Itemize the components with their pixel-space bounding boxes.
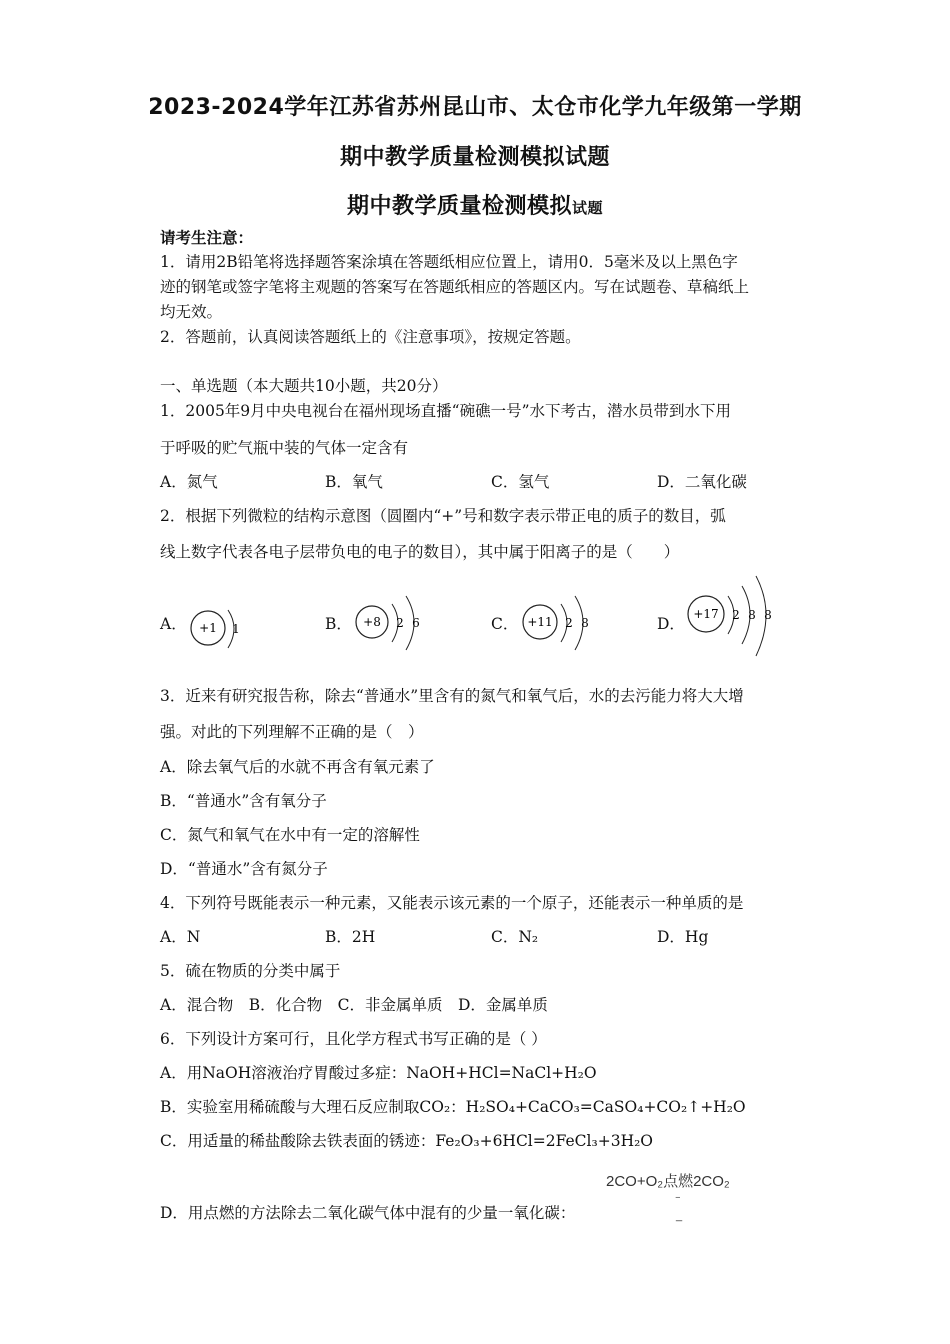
q2-label-b: B． <box>325 615 352 633</box>
atom-diagram-a <box>188 598 248 658</box>
atom-c-shell-1: 2 <box>565 616 573 630</box>
q6-stem: 6．下列设计方案可行，且化学方程式书写正确的是（ ） <box>160 1030 547 1048</box>
q6-option-b: B．实验室用稀硫酸与大理石反应制取CO₂：H₂SO₄+CaCO₃=CaSO₄+CO₂↑+H₂O <box>160 1098 746 1116</box>
title-line-3-main: 期中教学质量检测模拟 <box>346 194 572 219</box>
atom-d-shell-2: 8 <box>748 608 756 622</box>
title-line-1: 2023-2024学年江苏省苏州昆山市、太仓市化学九年级第一学期 <box>148 95 802 120</box>
q6-equation-mark: ‾ <box>676 1197 680 1209</box>
q6-option-a: A．用NaOH溶液治疗胃酸过多症：NaOH+HCl=NaCl+H₂O <box>160 1064 597 1082</box>
atom-c-nucleus: +11 <box>527 615 553 629</box>
q3-option-d: D．“普通水”含有氮分子 <box>160 860 328 878</box>
atom-b-nucleus: +8 <box>363 615 381 629</box>
title-line-3 <box>0 189 950 220</box>
q6-option-d-equation: 2CO+O₂点燃2CO₂ <box>606 1173 730 1190</box>
atom-a-shell-1: 1 <box>232 622 240 636</box>
q3-stem-b: 强。对此的下列理解不正确的是（ ） <box>160 723 424 741</box>
atom-d-shell-3: 8 <box>764 608 772 622</box>
atom-a-nucleus: +1 <box>199 621 217 635</box>
q2-stem-b: 线上数字代表各电子层带负电的电子的数目），其中属于阳离子的是（ ） <box>160 543 680 561</box>
section-1-heading: 一、单选题（本大题共10小题，共20分） <box>160 377 448 395</box>
q2-label-d: D． <box>657 615 685 633</box>
notice-item-1a: 1．请用2B铅笔将选择题答案涂填在答题纸相应位置上，请用0．5毫米及以上黑色字 <box>160 253 738 271</box>
q4-option-d: D．Hg <box>657 928 709 946</box>
atom-diagram-c <box>518 590 598 658</box>
q6-equation-mark-2: _ <box>676 1210 683 1222</box>
q4-stem: 4．下列符号既能表示一种元素，又能表示该元素的一个原子，还能表示一种单质的是 <box>160 894 744 912</box>
atom-d-shell-1: 2 <box>732 608 740 622</box>
atom-b-shell-2: 6 <box>412 616 420 630</box>
q1-stem-b: 于呼吸的贮气瓶中装的气体一定含有 <box>160 439 409 457</box>
atom-d-nucleus: +17 <box>693 607 719 621</box>
notice-item-1b: 迹的钢笔或签字笔将主观题的答案写在答题纸相应的答题区内。写在试题卷、草稿纸上 <box>160 278 750 296</box>
q5-stem: 5．硫在物质的分类中属于 <box>160 962 341 980</box>
notice-item-2: 2．答题前，认真阅读答题纸上的《注意事项》，按规定答题。 <box>160 328 581 346</box>
q6-option-c: C．用适量的稀盐酸除去铁表面的锈迹：Fe₂O₃+6HCl=2FeCl₃+3H₂O <box>160 1132 654 1150</box>
q3-option-b: B．“普通水”含有氧分子 <box>160 792 327 810</box>
q3-option-a: A．除去氧气后的水就不再含有氧元素了 <box>160 758 435 776</box>
atom-c-shell-2: 8 <box>581 616 589 630</box>
title-line-3-small: 试题 <box>572 199 604 217</box>
q6-option-d: D．用点燃的方法除去二氧化碳气体中混有的少量一氧化碳： <box>160 1204 576 1222</box>
atom-diagram-d <box>684 574 784 660</box>
q5-options: A．混合物 B．化合物 C．非金属单质 D．金属单质 <box>160 996 548 1014</box>
q1-option-b: B．氧气 <box>325 473 383 491</box>
q1-option-c: C．氢气 <box>491 473 550 491</box>
q4-option-b: B．2H <box>325 928 376 946</box>
q3-stem-a: 3．近来有研究报告称，除去“普通水”里含有的氮气和氧气后，水的去污能力将大大增 <box>160 687 744 705</box>
q2-label-c: C． <box>491 615 519 633</box>
q4-option-a: A．N <box>160 928 201 946</box>
q1-option-d: D．二氧化碳 <box>657 473 747 491</box>
title-line-2: 期中教学质量检测模拟试题 <box>339 145 610 170</box>
q1-stem-a: 1．2005年9月中央电视台在福州现场直播“碗礁一号”水下考古，潜水员带到水下用 <box>160 402 732 420</box>
q2-stem-a: 2．根据下列微粒的结构示意图（圆圈内“+”号和数字表示带正电的质子的数目，弧 <box>160 507 726 525</box>
notice-item-1c: 均无效。 <box>160 303 223 321</box>
notice-heading: 请考生注意： <box>160 228 254 247</box>
q3-option-c: C．氮气和氧气在水中有一定的溶解性 <box>160 826 420 844</box>
q4-option-c: C．N₂ <box>491 928 539 946</box>
q1-option-a: A．氮气 <box>160 473 218 491</box>
atom-b-shell-1: 2 <box>396 616 404 630</box>
atom-diagram-b <box>352 590 432 658</box>
q2-label-a: A． <box>160 615 187 633</box>
